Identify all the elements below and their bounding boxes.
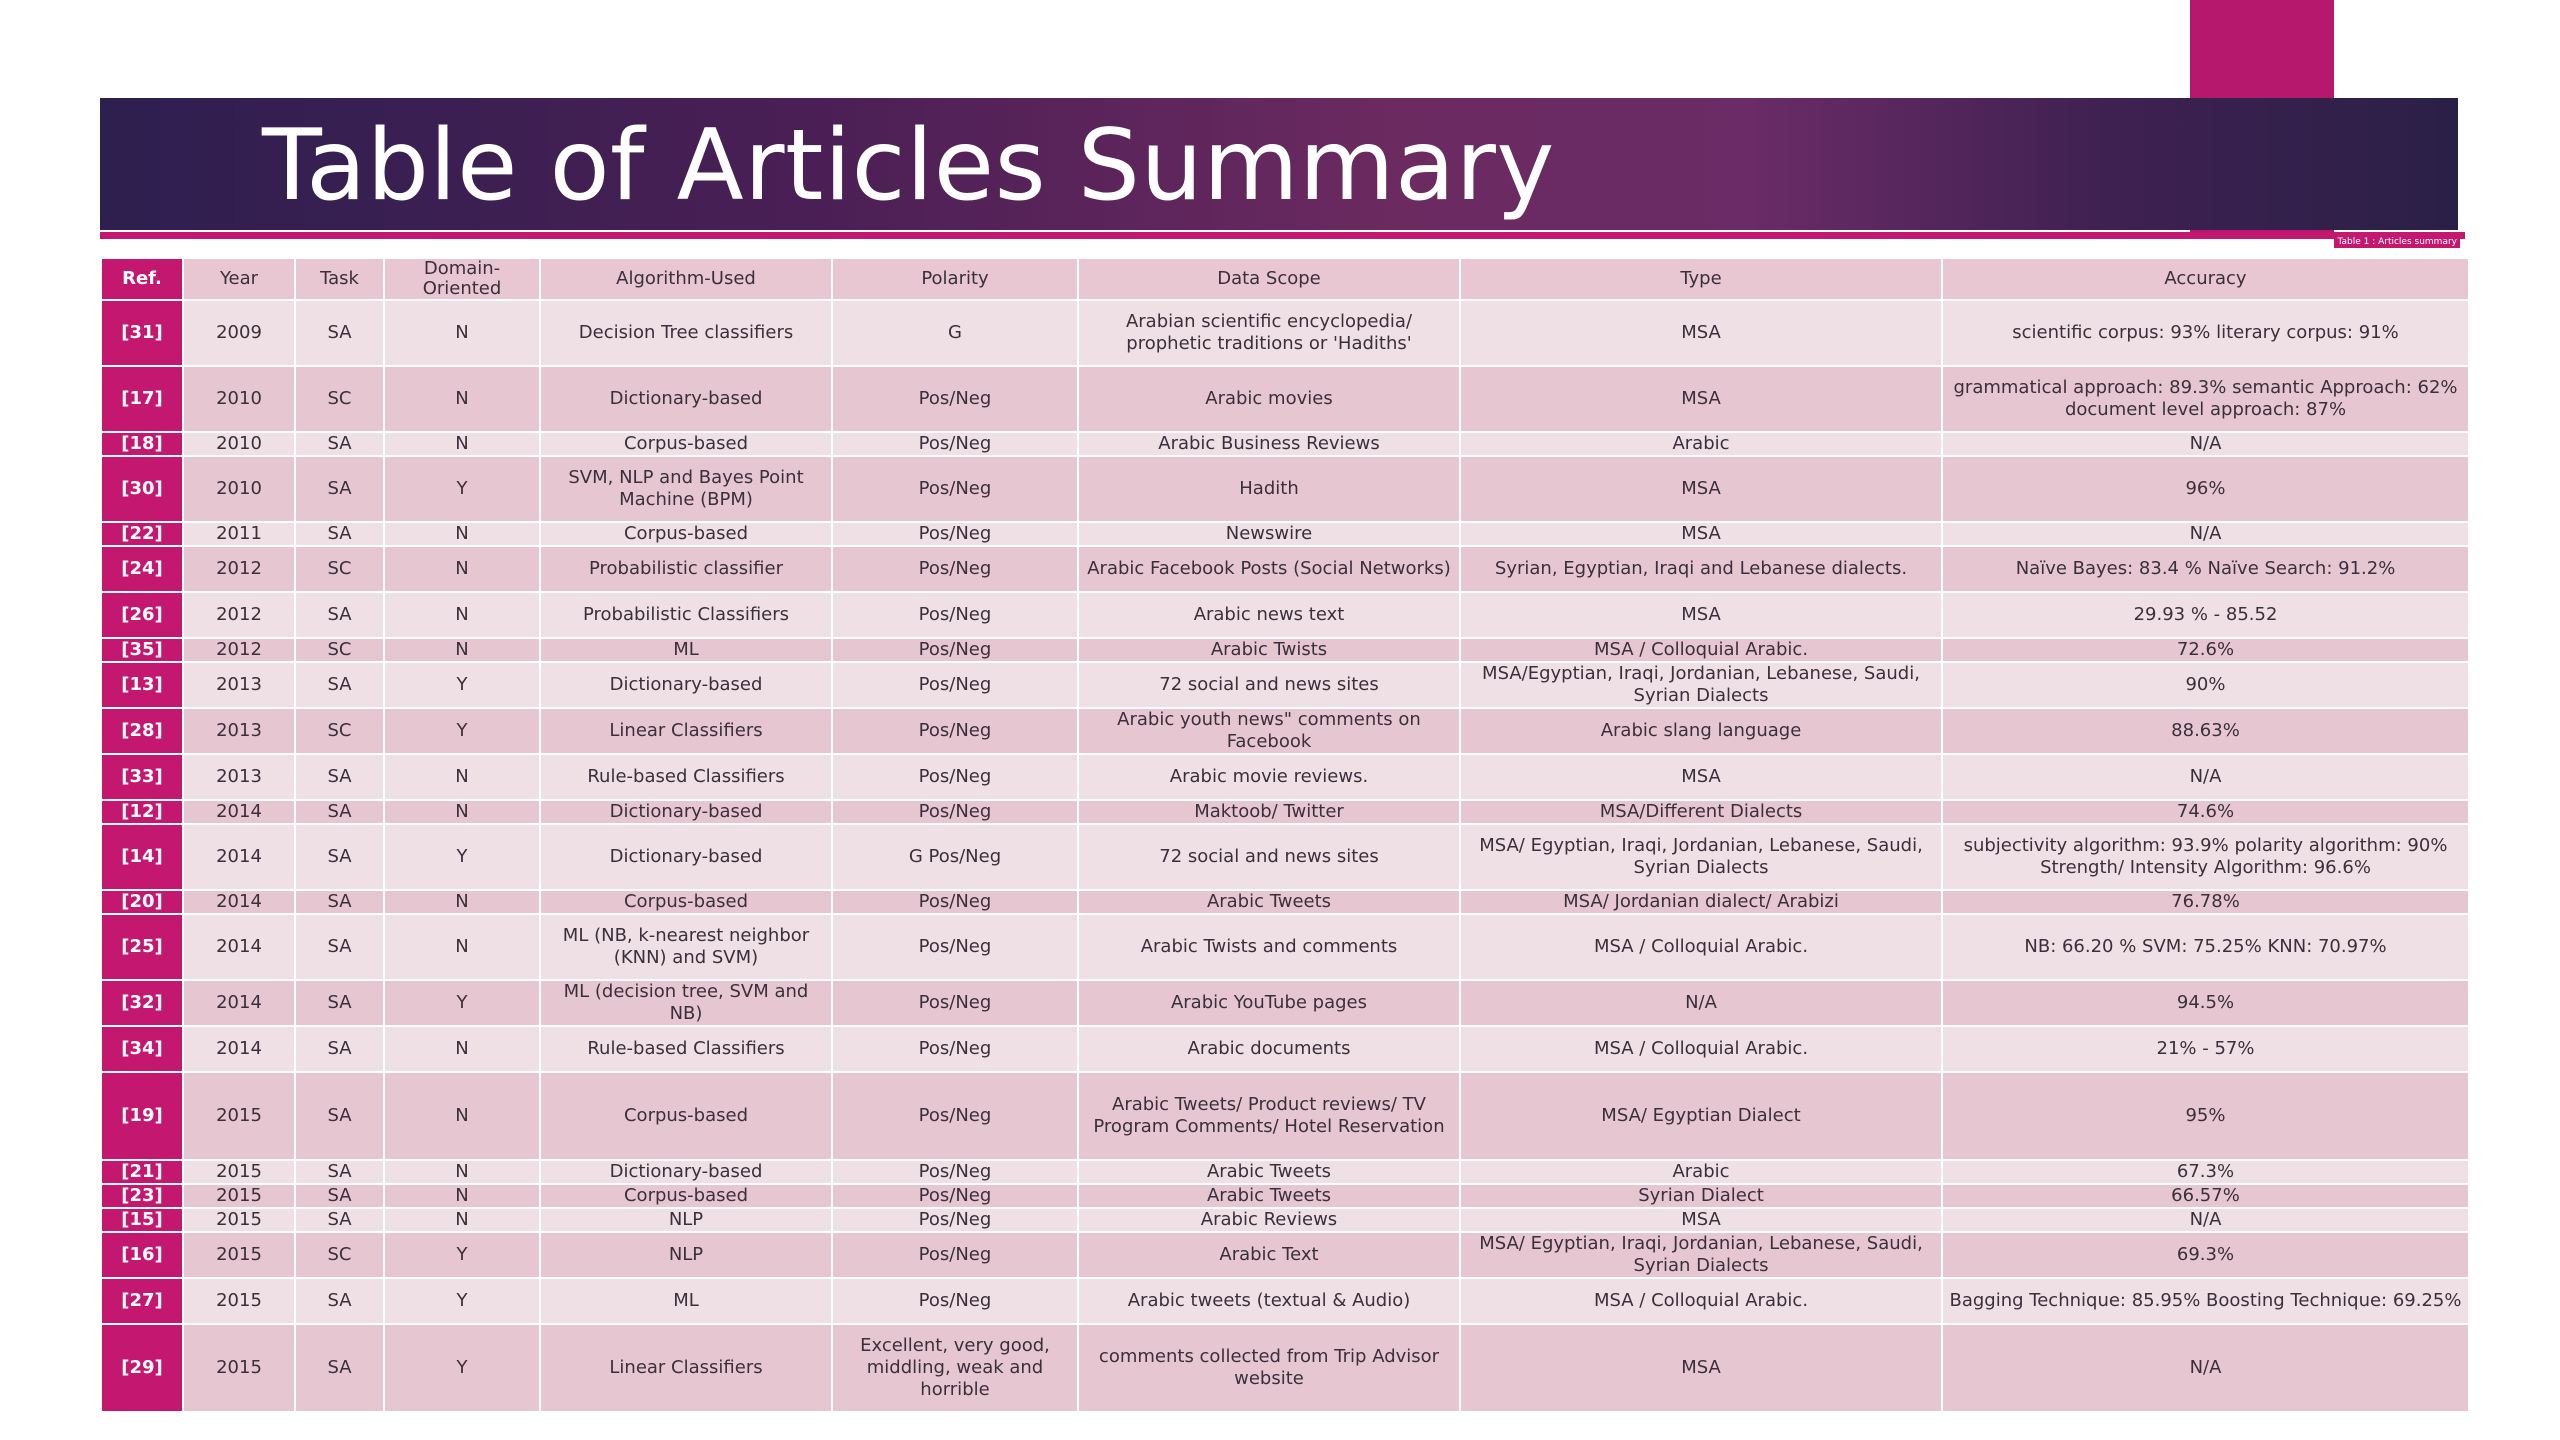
ref-cell: [16] <box>102 1233 182 1277</box>
task-cell: SA <box>296 663 383 707</box>
table-row <box>102 457 2468 521</box>
polarity-cell: G <box>833 301 1077 365</box>
polarity-cell: Pos/Neg <box>833 1185 1077 1207</box>
accuracy-cell: N/A <box>1943 1325 2468 1411</box>
domain-cell: N <box>385 755 539 799</box>
algorithm-cell: Probabilistic classifier <box>541 547 831 591</box>
domain-cell: N <box>385 433 539 455</box>
table-row <box>102 639 2468 661</box>
ref-cell: [25] <box>102 915 182 979</box>
task-cell: SC <box>296 709 383 753</box>
domain-cell: Y <box>385 709 539 753</box>
ref-cell: [15] <box>102 1209 182 1231</box>
table-row <box>102 1209 2468 1231</box>
table-row <box>102 981 2468 1025</box>
year-cell: 2014 <box>184 891 294 913</box>
year-cell: 2010 <box>184 457 294 521</box>
polarity-cell: Pos/Neg <box>833 1209 1077 1231</box>
domain-cell: Y <box>385 663 539 707</box>
ref-cell: [19] <box>102 1073 182 1159</box>
task-cell: SA <box>296 457 383 521</box>
ref-cell: [35] <box>102 639 182 661</box>
type-cell: Arabic <box>1461 433 1941 455</box>
type-cell: MSA/ Jordanian dialect/ Arabizi <box>1461 891 1941 913</box>
polarity-cell: Pos/Neg <box>833 891 1077 913</box>
header-year: Year <box>184 259 294 299</box>
accuracy-cell: N/A <box>1943 523 2468 545</box>
algorithm-cell: ML <box>541 1279 831 1323</box>
task-cell: SA <box>296 755 383 799</box>
data-scope-cell: 72 social and news sites <box>1079 663 1459 707</box>
type-cell: MSA/Egyptian, Iraqi, Jordanian, Lebanese, Saudi, Syrian Dialects <box>1461 663 1941 707</box>
task-cell: SA <box>296 1161 383 1183</box>
accent-bar <box>100 232 2465 239</box>
algorithm-cell: ML <box>541 639 831 661</box>
domain-cell: N <box>385 915 539 979</box>
algorithm-cell: Corpus-based <box>541 433 831 455</box>
task-cell: SA <box>296 433 383 455</box>
accuracy-cell: 94.5% <box>1943 981 2468 1025</box>
ref-cell: [34] <box>102 1027 182 1071</box>
year-cell: 2013 <box>184 755 294 799</box>
algorithm-cell: Decision Tree classifiers <box>541 301 831 365</box>
domain-cell: N <box>385 1073 539 1159</box>
accuracy-cell: 67.3% <box>1943 1161 2468 1183</box>
domain-cell: N <box>385 1209 539 1231</box>
polarity-cell: Pos/Neg <box>833 915 1077 979</box>
ref-cell: [12] <box>102 801 182 823</box>
polarity-cell: Pos/Neg <box>833 457 1077 521</box>
year-cell: 2015 <box>184 1209 294 1231</box>
algorithm-cell: Linear Classifiers <box>541 709 831 753</box>
ref-cell: [28] <box>102 709 182 753</box>
year-cell: 2010 <box>184 433 294 455</box>
ref-cell: [22] <box>102 523 182 545</box>
table-row <box>102 1325 2468 1411</box>
task-cell: SC <box>296 639 383 661</box>
ref-cell: [23] <box>102 1185 182 1207</box>
year-cell: 2014 <box>184 981 294 1025</box>
ref-cell: [27] <box>102 1279 182 1323</box>
task-cell: SC <box>296 547 383 591</box>
accuracy-cell: Bagging Technique: 85.95% Boosting Technique: 69.25% <box>1943 1279 2468 1323</box>
algorithm-cell: Dictionary-based <box>541 801 831 823</box>
slide-title: Table of Articles Summary <box>262 109 1555 223</box>
algorithm-cell: Rule-based Classifiers <box>541 1027 831 1071</box>
task-cell: SA <box>296 891 383 913</box>
domain-cell: N <box>385 547 539 591</box>
task-cell: SA <box>296 825 383 889</box>
accuracy-cell: 95% <box>1943 1073 2468 1159</box>
accuracy-cell: N/A <box>1943 755 2468 799</box>
header-polarity: Polarity <box>833 259 1077 299</box>
table-row <box>102 663 2468 707</box>
data-scope-cell: Arabic Twists <box>1079 639 1459 661</box>
data-scope-cell: Arabic Tweets/ Product reviews/ TV Program Comments/ Hotel Reservation <box>1079 1073 1459 1159</box>
header-accuracy: Accuracy <box>1943 259 2468 299</box>
header-ref: Ref. <box>102 259 182 299</box>
polarity-cell: Pos/Neg <box>833 1161 1077 1183</box>
algorithm-cell: Dictionary-based <box>541 367 831 431</box>
algorithm-cell: ML (NB, k-nearest neighbor (KNN) and SVM) <box>541 915 831 979</box>
type-cell: MSA <box>1461 523 1941 545</box>
table-row <box>102 825 2468 889</box>
accuracy-cell: 76.78% <box>1943 891 2468 913</box>
articles-table <box>100 257 2470 1413</box>
polarity-cell: Pos/Neg <box>833 433 1077 455</box>
task-cell: SA <box>296 593 383 637</box>
domain-cell: N <box>385 1161 539 1183</box>
polarity-cell: Pos/Neg <box>833 1027 1077 1071</box>
accuracy-cell: 96% <box>1943 457 2468 521</box>
accuracy-cell: 66.57% <box>1943 1185 2468 1207</box>
polarity-cell: Pos/Neg <box>833 1233 1077 1277</box>
type-cell: MSA / Colloquial Arabic. <box>1461 1027 1941 1071</box>
table-row <box>102 801 2468 823</box>
polarity-cell: Pos/Neg <box>833 547 1077 591</box>
domain-cell: N <box>385 367 539 431</box>
accuracy-cell: 74.6% <box>1943 801 2468 823</box>
accuracy-cell: 90% <box>1943 663 2468 707</box>
header-data-scope: Data Scope <box>1079 259 1459 299</box>
year-cell: 2015 <box>184 1161 294 1183</box>
task-cell: SA <box>296 801 383 823</box>
ref-cell: [33] <box>102 755 182 799</box>
algorithm-cell: ML (decision tree, SVM and NB) <box>541 981 831 1025</box>
task-cell: SC <box>296 367 383 431</box>
accuracy-cell: 69.3% <box>1943 1233 2468 1277</box>
domain-cell: Y <box>385 1233 539 1277</box>
year-cell: 2014 <box>184 1027 294 1071</box>
accuracy-cell: grammatical approach: 89.3% semantic Approach: 62% document level approach: 87% <box>1943 367 2468 431</box>
year-cell: 2013 <box>184 663 294 707</box>
ref-cell: [26] <box>102 593 182 637</box>
table-row <box>102 755 2468 799</box>
algorithm-cell: Rule-based Classifiers <box>541 755 831 799</box>
data-scope-cell: Arabic movie reviews. <box>1079 755 1459 799</box>
domain-cell: Y <box>385 1279 539 1323</box>
data-scope-cell: Arabic documents <box>1079 1027 1459 1071</box>
accuracy-cell: NB: 66.20 % SVM: 75.25% KNN: 70.97% <box>1943 915 2468 979</box>
algorithm-cell: NLP <box>541 1233 831 1277</box>
polarity-cell: Excellent, very good, middling, weak and horrible <box>833 1325 1077 1411</box>
algorithm-cell: Linear Classifiers <box>541 1325 831 1411</box>
ref-cell: [29] <box>102 1325 182 1411</box>
domain-cell: N <box>385 1185 539 1207</box>
accuracy-cell: Naïve Bayes: 83.4 % Naïve Search: 91.2% <box>1943 547 2468 591</box>
table-row <box>102 1073 2468 1159</box>
type-cell: MSA/ Egyptian, Iraqi, Jordanian, Lebanese, Saudi, Syrian Dialects <box>1461 825 1941 889</box>
year-cell: 2015 <box>184 1325 294 1411</box>
algorithm-cell: Probabilistic Classifiers <box>541 593 831 637</box>
domain-cell: N <box>385 891 539 913</box>
task-cell: SC <box>296 1233 383 1277</box>
table-body <box>102 301 2468 1411</box>
accuracy-cell: N/A <box>1943 1209 2468 1231</box>
algorithm-cell: Corpus-based <box>541 1073 831 1159</box>
type-cell: N/A <box>1461 981 1941 1025</box>
data-scope-cell: Arabic Reviews <box>1079 1209 1459 1231</box>
year-cell: 2012 <box>184 547 294 591</box>
task-cell: SA <box>296 1279 383 1323</box>
type-cell: Syrian Dialect <box>1461 1185 1941 1207</box>
polarity-cell: G Pos/Neg <box>833 825 1077 889</box>
year-cell: 2009 <box>184 301 294 365</box>
year-cell: 2015 <box>184 1279 294 1323</box>
ref-cell: [18] <box>102 433 182 455</box>
ref-cell: [30] <box>102 457 182 521</box>
data-scope-cell: Arabic Business Reviews <box>1079 433 1459 455</box>
year-cell: 2015 <box>184 1073 294 1159</box>
data-scope-cell: Arabic Twists and comments <box>1079 915 1459 979</box>
algorithm-cell: Corpus-based <box>541 523 831 545</box>
data-scope-cell: Newswire <box>1079 523 1459 545</box>
table-row <box>102 547 2468 591</box>
accuracy-cell: 72.6% <box>1943 639 2468 661</box>
task-cell: SA <box>296 1027 383 1071</box>
type-cell: Arabic slang language <box>1461 709 1941 753</box>
year-cell: 2015 <box>184 1185 294 1207</box>
table-row <box>102 1185 2468 1207</box>
accuracy-cell: 29.93 % - 85.52 <box>1943 593 2468 637</box>
year-cell: 2015 <box>184 1233 294 1277</box>
table-row <box>102 709 2468 753</box>
table-row <box>102 1233 2468 1277</box>
ref-cell: [20] <box>102 891 182 913</box>
year-cell: 2010 <box>184 367 294 431</box>
type-cell: MSA/ Egyptian, Iraqi, Jordanian, Lebanese, Saudi, Syrian Dialects <box>1461 1233 1941 1277</box>
type-cell: Syrian, Egyptian, Iraqi and Lebanese dialects. <box>1461 547 1941 591</box>
type-cell: MSA <box>1461 755 1941 799</box>
type-cell: MSA/ Egyptian Dialect <box>1461 1073 1941 1159</box>
accuracy-cell: subjectivity algorithm: 93.9% polarity algorithm: 90% Strength/ Intensity Algorithm: 96.6% <box>1943 825 2468 889</box>
polarity-cell: Pos/Neg <box>833 593 1077 637</box>
ref-cell: [24] <box>102 547 182 591</box>
table-header-row <box>102 259 2468 299</box>
header-task: Task <box>296 259 383 299</box>
task-cell: SA <box>296 1209 383 1231</box>
table-row <box>102 1027 2468 1071</box>
table-row <box>102 915 2468 979</box>
type-cell: MSA / Colloquial Arabic. <box>1461 915 1941 979</box>
domain-cell: Y <box>385 981 539 1025</box>
data-scope-cell: Arabic Tweets <box>1079 1185 1459 1207</box>
task-cell: SA <box>296 1185 383 1207</box>
type-cell: MSA <box>1461 593 1941 637</box>
ref-cell: [31] <box>102 301 182 365</box>
polarity-cell: Pos/Neg <box>833 709 1077 753</box>
type-cell: MSA/Different Dialects <box>1461 801 1941 823</box>
type-cell: MSA <box>1461 1209 1941 1231</box>
algorithm-cell: Dictionary-based <box>541 1161 831 1183</box>
year-cell: 2012 <box>184 639 294 661</box>
polarity-cell: Pos/Neg <box>833 801 1077 823</box>
table-caption: Table 1 : Articles summary <box>2334 237 2460 248</box>
accuracy-cell: N/A <box>1943 433 2468 455</box>
header-domain-oriented: Domain-Oriented <box>385 259 539 299</box>
articles-table-wrapper <box>100 257 2466 1413</box>
data-scope-cell: Hadith <box>1079 457 1459 521</box>
data-scope-cell: Arabic Facebook Posts (Social Networks) <box>1079 547 1459 591</box>
task-cell: SA <box>296 981 383 1025</box>
polarity-cell: Pos/Neg <box>833 981 1077 1025</box>
type-cell: MSA <box>1461 301 1941 365</box>
table-row <box>102 301 2468 365</box>
year-cell: 2014 <box>184 801 294 823</box>
domain-cell: N <box>385 801 539 823</box>
domain-cell: Y <box>385 825 539 889</box>
polarity-cell: Pos/Neg <box>833 1279 1077 1323</box>
table-row <box>102 523 2468 545</box>
algorithm-cell: NLP <box>541 1209 831 1231</box>
data-scope-cell: Arabic Tweets <box>1079 1161 1459 1183</box>
domain-cell: N <box>385 301 539 365</box>
task-cell: SA <box>296 301 383 365</box>
data-scope-cell: 72 social and news sites <box>1079 825 1459 889</box>
year-cell: 2011 <box>184 523 294 545</box>
ref-cell: [14] <box>102 825 182 889</box>
data-scope-cell: Arabic movies <box>1079 367 1459 431</box>
polarity-cell: Pos/Neg <box>833 367 1077 431</box>
table-row <box>102 1279 2468 1323</box>
ref-cell: [32] <box>102 981 182 1025</box>
algorithm-cell: SVM, NLP and Bayes Point Machine (BPM) <box>541 457 831 521</box>
domain-cell: N <box>385 1027 539 1071</box>
type-cell: MSA / Colloquial Arabic. <box>1461 1279 1941 1323</box>
data-scope-cell: Arabian scientific encyclopedia/ prophetic traditions or 'Hadiths' <box>1079 301 1459 365</box>
accuracy-cell: 88.63% <box>1943 709 2468 753</box>
header-algorithm-used: Algorithm-Used <box>541 259 831 299</box>
domain-cell: N <box>385 593 539 637</box>
table-row <box>102 593 2468 637</box>
year-cell: 2013 <box>184 709 294 753</box>
accuracy-cell: scientific corpus: 93% literary corpus: 91% <box>1943 301 2468 365</box>
data-scope-cell: Arabic tweets (textual & Audio) <box>1079 1279 1459 1323</box>
ref-cell: [13] <box>102 663 182 707</box>
data-scope-cell: Arabic Text <box>1079 1233 1459 1277</box>
type-cell: MSA / Colloquial Arabic. <box>1461 639 1941 661</box>
data-scope-cell: Arabic news text <box>1079 593 1459 637</box>
table-row <box>102 367 2468 431</box>
domain-cell: Y <box>385 1325 539 1411</box>
data-scope-cell: comments collected from Trip Advisor website <box>1079 1325 1459 1411</box>
ref-cell: [17] <box>102 367 182 431</box>
algorithm-cell: Dictionary-based <box>541 663 831 707</box>
table-row <box>102 1161 2468 1183</box>
type-cell: MSA <box>1461 457 1941 521</box>
accuracy-cell: 21% - 57% <box>1943 1027 2468 1071</box>
ref-cell: [21] <box>102 1161 182 1183</box>
task-cell: SA <box>296 1073 383 1159</box>
polarity-cell: Pos/Neg <box>833 663 1077 707</box>
task-cell: SA <box>296 1325 383 1411</box>
task-cell: SA <box>296 523 383 545</box>
polarity-cell: Pos/Neg <box>833 523 1077 545</box>
domain-cell: N <box>385 639 539 661</box>
data-scope-cell: Arabic Tweets <box>1079 891 1459 913</box>
header-type: Type <box>1461 259 1941 299</box>
table-row <box>102 433 2468 455</box>
type-cell: Arabic <box>1461 1161 1941 1183</box>
algorithm-cell: Corpus-based <box>541 891 831 913</box>
domain-cell: Y <box>385 457 539 521</box>
domain-cell: N <box>385 523 539 545</box>
polarity-cell: Pos/Neg <box>833 755 1077 799</box>
year-cell: 2014 <box>184 915 294 979</box>
data-scope-cell: Arabic YouTube pages <box>1079 981 1459 1025</box>
type-cell: MSA <box>1461 1325 1941 1411</box>
table-row <box>102 891 2468 913</box>
polarity-cell: Pos/Neg <box>833 1073 1077 1159</box>
data-scope-cell: Maktoob/ Twitter <box>1079 801 1459 823</box>
algorithm-cell: Corpus-based <box>541 1185 831 1207</box>
year-cell: 2012 <box>184 593 294 637</box>
data-scope-cell: Arabic youth news" comments on Facebook <box>1079 709 1459 753</box>
type-cell: MSA <box>1461 367 1941 431</box>
polarity-cell: Pos/Neg <box>833 639 1077 661</box>
task-cell: SA <box>296 915 383 979</box>
year-cell: 2014 <box>184 825 294 889</box>
algorithm-cell: Dictionary-based <box>541 825 831 889</box>
